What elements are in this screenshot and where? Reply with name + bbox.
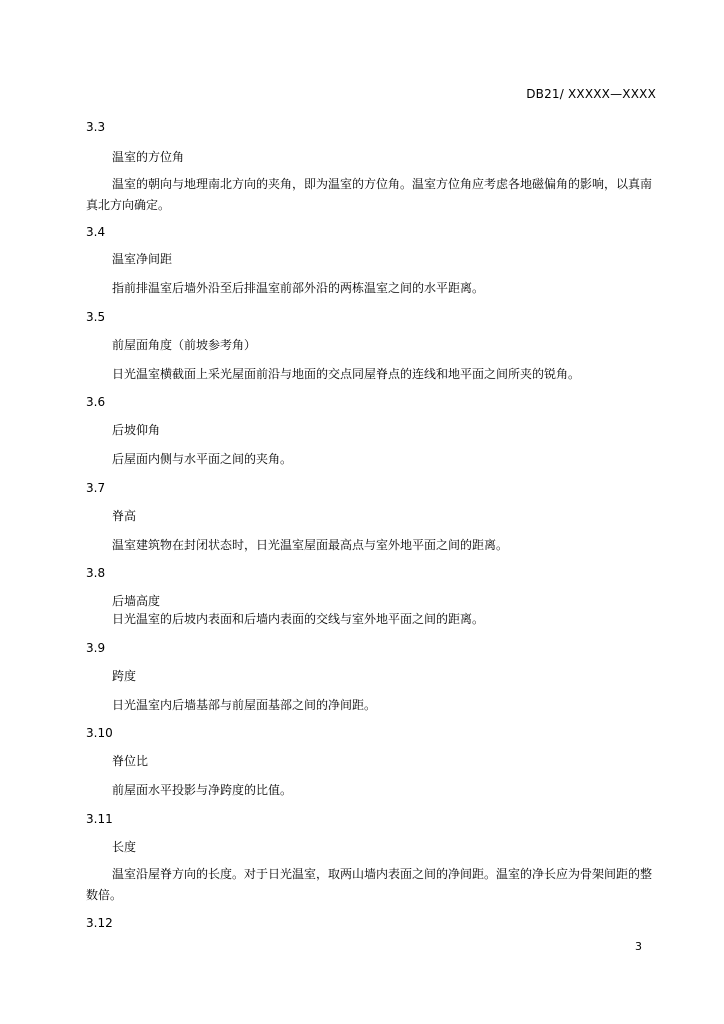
section-definition: 日光温室横截面上采光屋面前沿与地面的交点同屋脊点的连线和地平面之间所夹的锐角。 [112,367,581,381]
section-number: 3.6 [86,395,106,409]
section-term: 长度 [112,840,137,854]
section-definition: 温室沿屋脊方向的长度。对于日光温室，取两山墙内表面之间的净间距。温室的净长应为骨架间距的整数倍。 [86,867,653,902]
section-definition: 温室建筑物在封闭状态时，日光温室屋面最高点与室外地平面之间的距离。 [112,538,509,552]
section-term: 后坡仰角 [112,423,161,437]
section-term: 脊高 [112,509,137,523]
section-number: 3.12 [86,916,113,930]
section-number: 3.10 [86,726,113,740]
section-term: 温室的方位角 [112,150,185,164]
section-number: 3.11 [86,812,113,826]
section-term: 温室净间距 [112,252,173,266]
section-number: 3.7 [86,481,106,495]
section-definition: 后屋面内侧与水平面之间的夹角。 [112,452,293,466]
document-id-header: DB21/ XXXXX—XXXX [526,87,656,101]
section-definition: 温室的朝向与地理南北方向的夹角，即为温室的方位角。温室方位角应考虑各地磁偏角的影响，以真南真北方向确定。 [86,177,653,212]
section-number: 3.8 [86,566,106,580]
section-term: 脊位比 [112,754,149,768]
page-number: 3 [635,940,642,953]
section-term: 前屋面角度（前坡参考角） [112,338,257,352]
section-definition: 前屋面水平投影与净跨度的比值。 [112,783,293,797]
section-number: 3.3 [86,120,106,134]
section-number: 3.4 [86,225,106,239]
section-definition: 日光温室内后墙基部与前屋面基部之间的净间距。 [112,698,377,712]
section-term: 跨度 [112,669,137,683]
section-number: 3.5 [86,310,106,324]
section-number: 3.9 [86,641,106,655]
section-definition: 指前排温室后墙外沿至后排温室前部外沿的两栋温室之间的水平距离。 [112,281,485,295]
section-term: 后墙高度 [112,594,161,608]
section-definition: 日光温室的后坡内表面和后墙内表面的交线与室外地平面之间的距离。 [112,612,485,626]
